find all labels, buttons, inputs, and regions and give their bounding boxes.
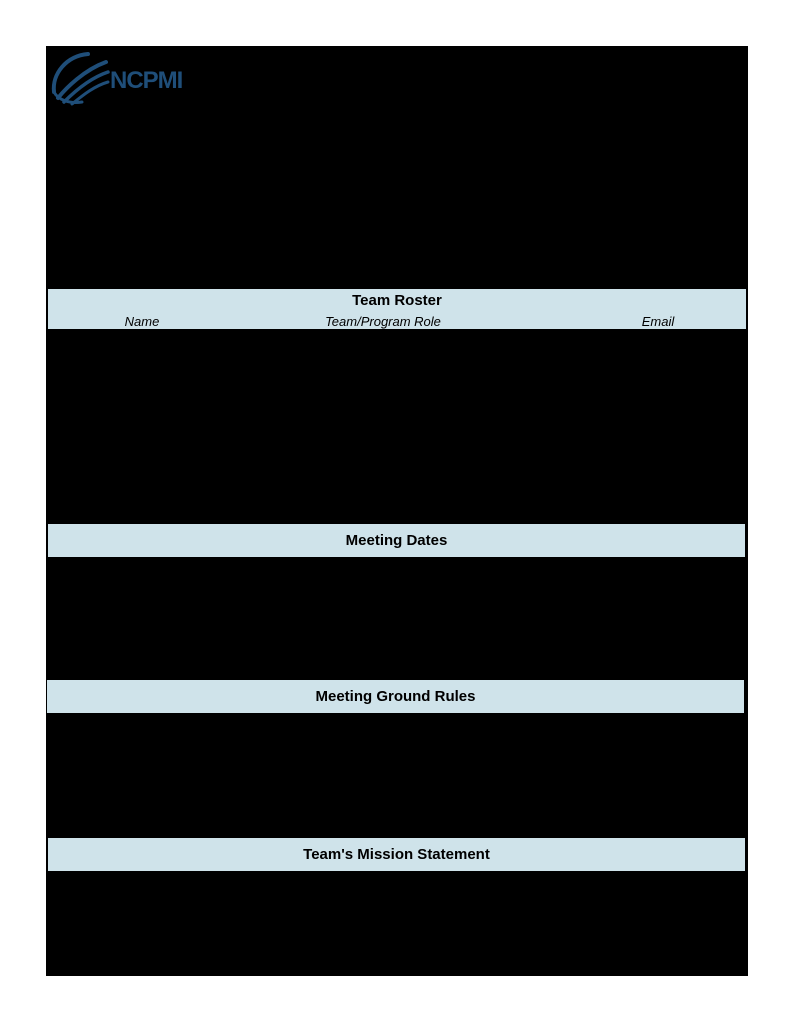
meeting-ground-rules-header	[47, 680, 744, 713]
meeting-dates-header	[48, 524, 745, 557]
column-name: Name	[124, 314, 160, 329]
logo-text: NCPMI	[110, 67, 183, 94]
meeting-ground-rules-title: Meeting Ground Rules	[315, 688, 476, 705]
team-roster-title: Team Roster	[352, 292, 442, 309]
form-sheet	[46, 46, 748, 976]
column-email: Email	[641, 314, 675, 329]
mission-statement-header	[48, 838, 745, 871]
ncpmi-logo	[48, 48, 208, 106]
meeting-dates-title: Meeting Dates	[345, 532, 448, 549]
mission-statement-title: Team's Mission Statement	[303, 846, 490, 863]
ncpmi-logo-icon	[48, 48, 208, 106]
column-team-program-role: Team/Program Role	[325, 314, 441, 329]
team-roster-header	[48, 289, 746, 329]
